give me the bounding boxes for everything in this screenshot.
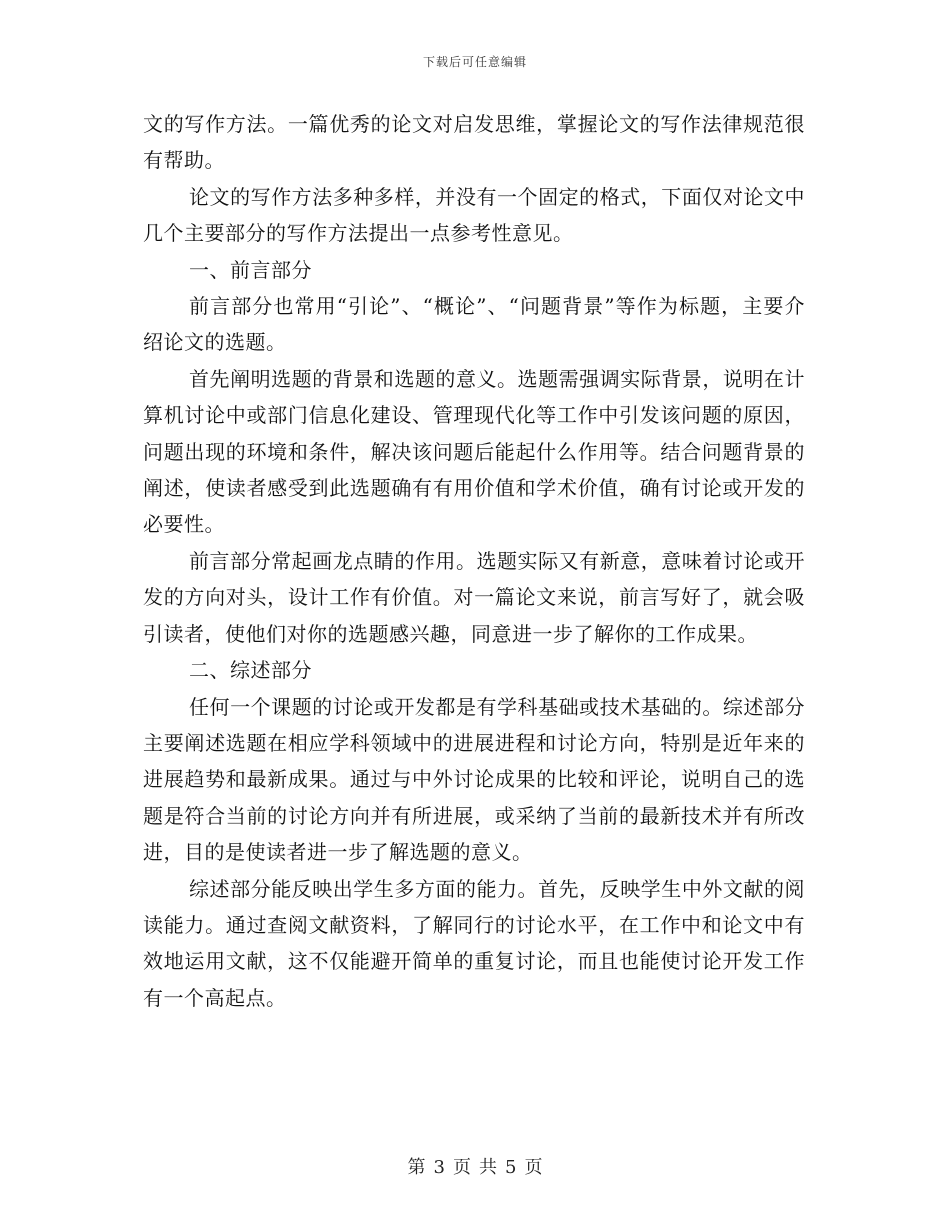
page-header: 下载后可任意编辑: [422, 55, 527, 69]
page-number-total: 5: [505, 1157, 517, 1178]
page-number-suffix: 页: [524, 1157, 543, 1178]
page-number-unit: 页: [453, 1157, 471, 1178]
document-body: [143, 106, 805, 1016]
paragraph: 前言部分也常用“引论”、“概论”、“问题背景”等作为标题，主要介绍论文的选题。: [143, 294, 805, 355]
paragraph: 前言部分常起画龙点睛的作用。选题实际又有新意，意味着讨论或开发的方向对头，设计工作有价值。对一篇论文来说，前言写好了，就会吸引读者，使他们对你的选题感兴趣，同意进一步了解你的工作成果。: [143, 548, 805, 646]
page-footer: [0, 1153, 950, 1179]
section-heading: 二、综述部分: [189, 658, 312, 683]
paragraph: 文的写作方法。一篇优秀的论文对启发思维，掌握论文的写作法律规范很有帮助。: [143, 112, 805, 173]
page-number-current: 3: [433, 1157, 445, 1178]
section-heading: 一、前言部分: [189, 257, 312, 282]
paragraph: 综述部分能反映出学生多方面的能力。首先，反映学生中外文献的阅读能力。通过查阅文献资料，了解同行的讨论水平，在工作中和论文中有效地运用文献，这不仅能避开简单的重复讨论，而且也能使讨论开发工作有一个高起点。: [143, 876, 805, 1010]
page-number-total-prefix: 共: [479, 1157, 497, 1178]
paragraph: 论文的写作方法多种多样，并没有一个固定的格式，下面仅对论文中几个主要部分的写作方法提出一点参考性意见。: [143, 184, 805, 246]
paragraph: 首先阐明选题的背景和选题的意义。选题需强调实际背景，说明在计算机讨论中或部门信息化建设、管理现代化等工作中引发该问题的原因，问题出现的环境和条件，解决该问题后能起什么作用等。结合问题背景的阐述，使读者感受到此选题确有有用价值和学术价值，确有讨论或开发的必要性。: [143, 366, 805, 537]
page-number-prefix: 第: [407, 1157, 426, 1178]
paragraph: 任何一个课题的讨论或开发都是有学科基础或技术基础的。综述部分主要阐述选题在相应学科领域中的进展进程和讨论方向，特别是近年来的进展趋势和最新成果。通过与中外讨论成果的比较和评论，说明自己的选题是符合当前的讨论方向并有所进展，或采纳了当前的最新技术并有所改进，目的是使读者进一步了解选题的意义。: [143, 694, 805, 865]
